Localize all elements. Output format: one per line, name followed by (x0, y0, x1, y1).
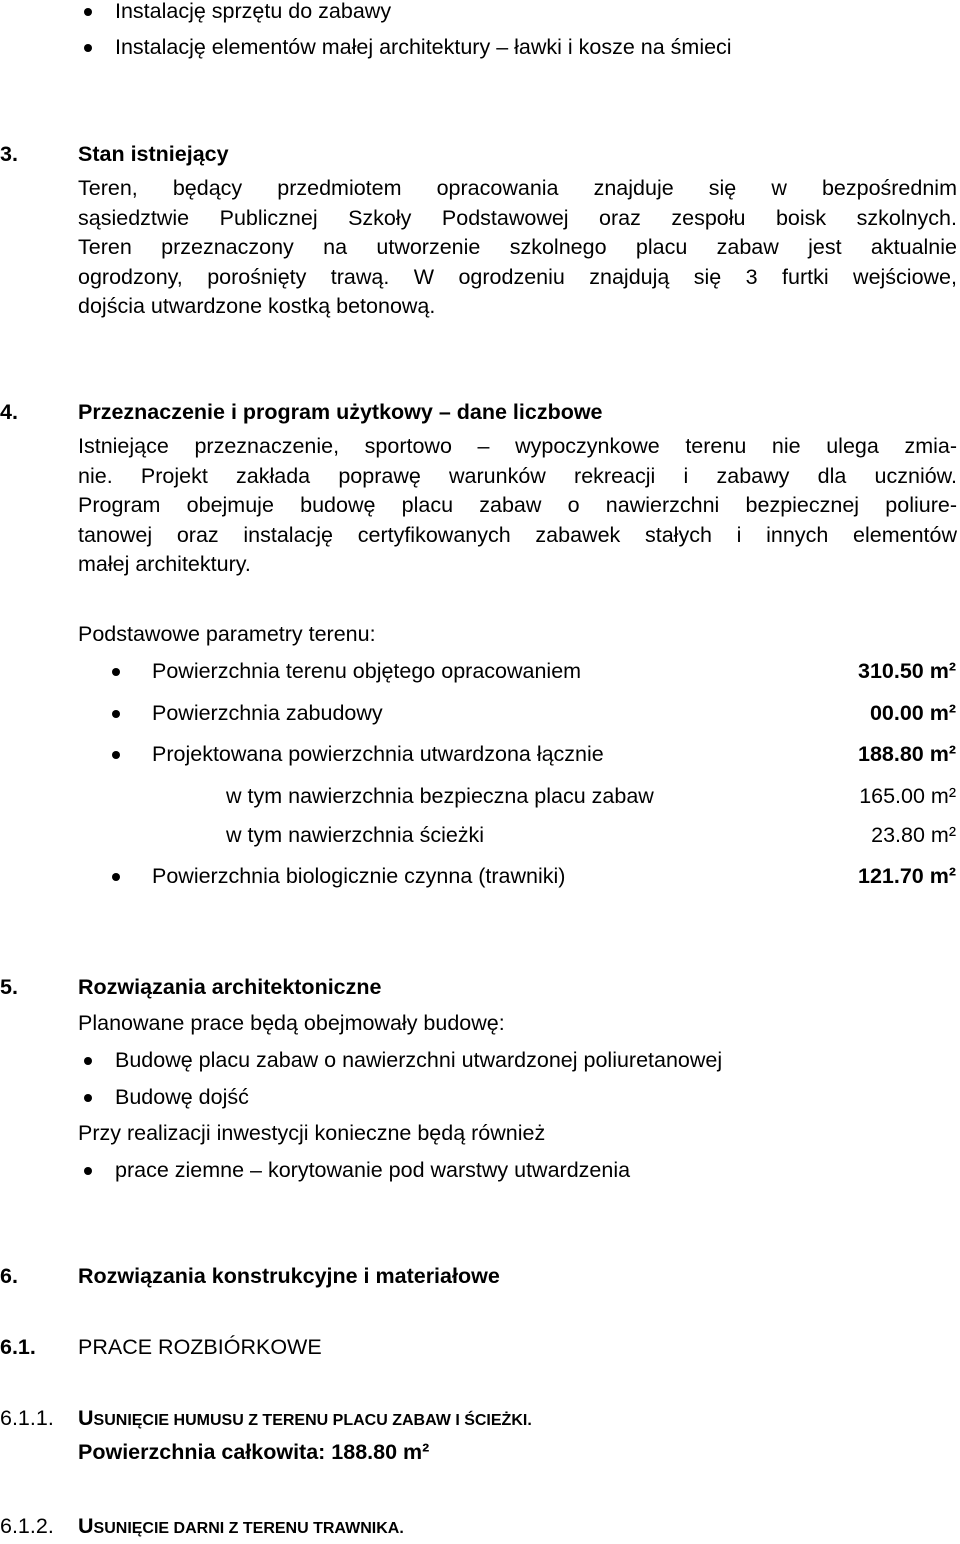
section-6-1-1-area: Powierzchnia całkowita: 188.80 m² (78, 1440, 430, 1464)
bullet-icon (84, 8, 92, 16)
paragraph-line: dojścia utwardzone kostką betonową. (78, 294, 436, 318)
title-initial: U (78, 1406, 94, 1430)
bullet-icon (84, 1057, 92, 1065)
paragraph-line: Teren, będący przedmiotem opracowania znajduje się w bezpośrednim (78, 176, 957, 200)
title-rest: SUNIĘCIE HUMUSU Z TERENU PLACU ZABAW I ŚCIEŻKI. (93, 1412, 532, 1429)
section-3-number: 3. (0, 142, 18, 166)
section-4-paragraph (78, 432, 957, 580)
section-5-intro: Planowane prace będą obejmowały budowę: (78, 1011, 505, 1035)
section-3-paragraph (78, 174, 957, 322)
section-4-title: Przeznaczenie i program użytkowy – dane liczbowe (78, 400, 603, 424)
section-6-1-title: PRACE ROZBIÓRKOWE (78, 1335, 322, 1359)
section-5-intro-2: Przy realizacji inwestycji konieczne będą również (78, 1121, 546, 1145)
paragraph-line: sąsiedztwie Publicznej Szkoły Podstawowej oraz zespołu boisk szkolnych. (78, 205, 957, 230)
section-5-number: 5. (0, 975, 18, 999)
title-initial: U (78, 1514, 94, 1538)
paragraph-line: Istniejące przeznaczenie, sportowo – wypoczynkowe terenu nie ulega zmia- (78, 434, 957, 458)
section-4-number: 4. (0, 400, 18, 424)
param-value: 310.50 m² (857, 659, 956, 683)
section-6-1-2-number: 6.1.2. (0, 1514, 54, 1538)
param-sub-label: w tym nawierzchnia bezpieczna placu zabaw (226, 784, 654, 808)
paragraph-line: małej architektury. (78, 552, 251, 576)
param-sub-value: 23.80 m² (871, 823, 956, 847)
section-6-1-1-number: 6.1.1. (0, 1406, 54, 1430)
section-6-1-1-title (78, 1404, 532, 1436)
bullet-icon (112, 751, 120, 759)
param-value: 00.00 m² (869, 701, 956, 725)
param-label: Powierzchnia terenu objętego opracowaniem (152, 659, 582, 683)
param-value: 188.80 m² (857, 742, 956, 766)
title-rest: SUNIĘCIE DARNI Z TERENU TRAWNIKA. (93, 1520, 404, 1537)
paragraph-line: nie. Projekt zakłada poprawę warunków rekreacji i zabawy dla uczniów. (78, 463, 957, 488)
section-3-title: Stan istniejący (78, 142, 229, 166)
bullet-icon (112, 668, 120, 676)
top-bullet-1: Instalację sprzętu do zabawy (115, 0, 392, 23)
paragraph-line: ogrodzony, porośnięty trawą. W ogrodzeniu znajdują się 3 furtki wejściowe, (78, 264, 957, 289)
bullet-icon (84, 1167, 92, 1175)
section-5-title: Rozwiązania architektoniczne (78, 975, 382, 999)
bullet-icon (112, 873, 120, 881)
section-5-bullet: Budowę dojść (115, 1085, 249, 1109)
section-5-bullet: prace ziemne – korytowanie pod warstwy utwardzenia (115, 1158, 631, 1182)
bullet-icon (84, 1094, 92, 1102)
bullet-icon (112, 710, 120, 718)
param-label: Projektowana powierzchnia utwardzona łącznie (152, 742, 604, 766)
section-5-bullet: Budowę placu zabaw o nawierzchni utwardzonej poliuretanowej (115, 1048, 723, 1072)
param-label: Powierzchnia biologicznie czynna (trawniki) (152, 864, 566, 888)
paragraph-line: Program obejmuje budowę placu zabaw o nawierzchni bezpiecznej poliure- (78, 493, 957, 517)
top-bullet-2: Instalację elementów małej architektury – ławki i kosze na śmieci (115, 35, 732, 59)
paragraph-line: tanowej oraz instalację certyfikowanych zabawek stałych i innych elementów (78, 522, 957, 547)
section-6-title: Rozwiązania konstrukcyjne i materiałowe (78, 1264, 500, 1288)
section-6-1-number: 6.1. (0, 1335, 36, 1359)
params-heading: Podstawowe parametry terenu: (78, 622, 376, 646)
paragraph-line: Teren przeznaczony na utworzenie szkolnego placu zabaw jest aktualnie (78, 235, 957, 259)
param-sub-value: 165.00 m² (859, 784, 956, 808)
param-label: Powierzchnia zabudowy (152, 701, 383, 725)
bullet-icon (84, 44, 92, 52)
param-sub-label: w tym nawierzchnia ścieżki (226, 823, 485, 847)
section-6-number: 6. (0, 1264, 18, 1288)
param-value: 121.70 m² (857, 864, 956, 888)
